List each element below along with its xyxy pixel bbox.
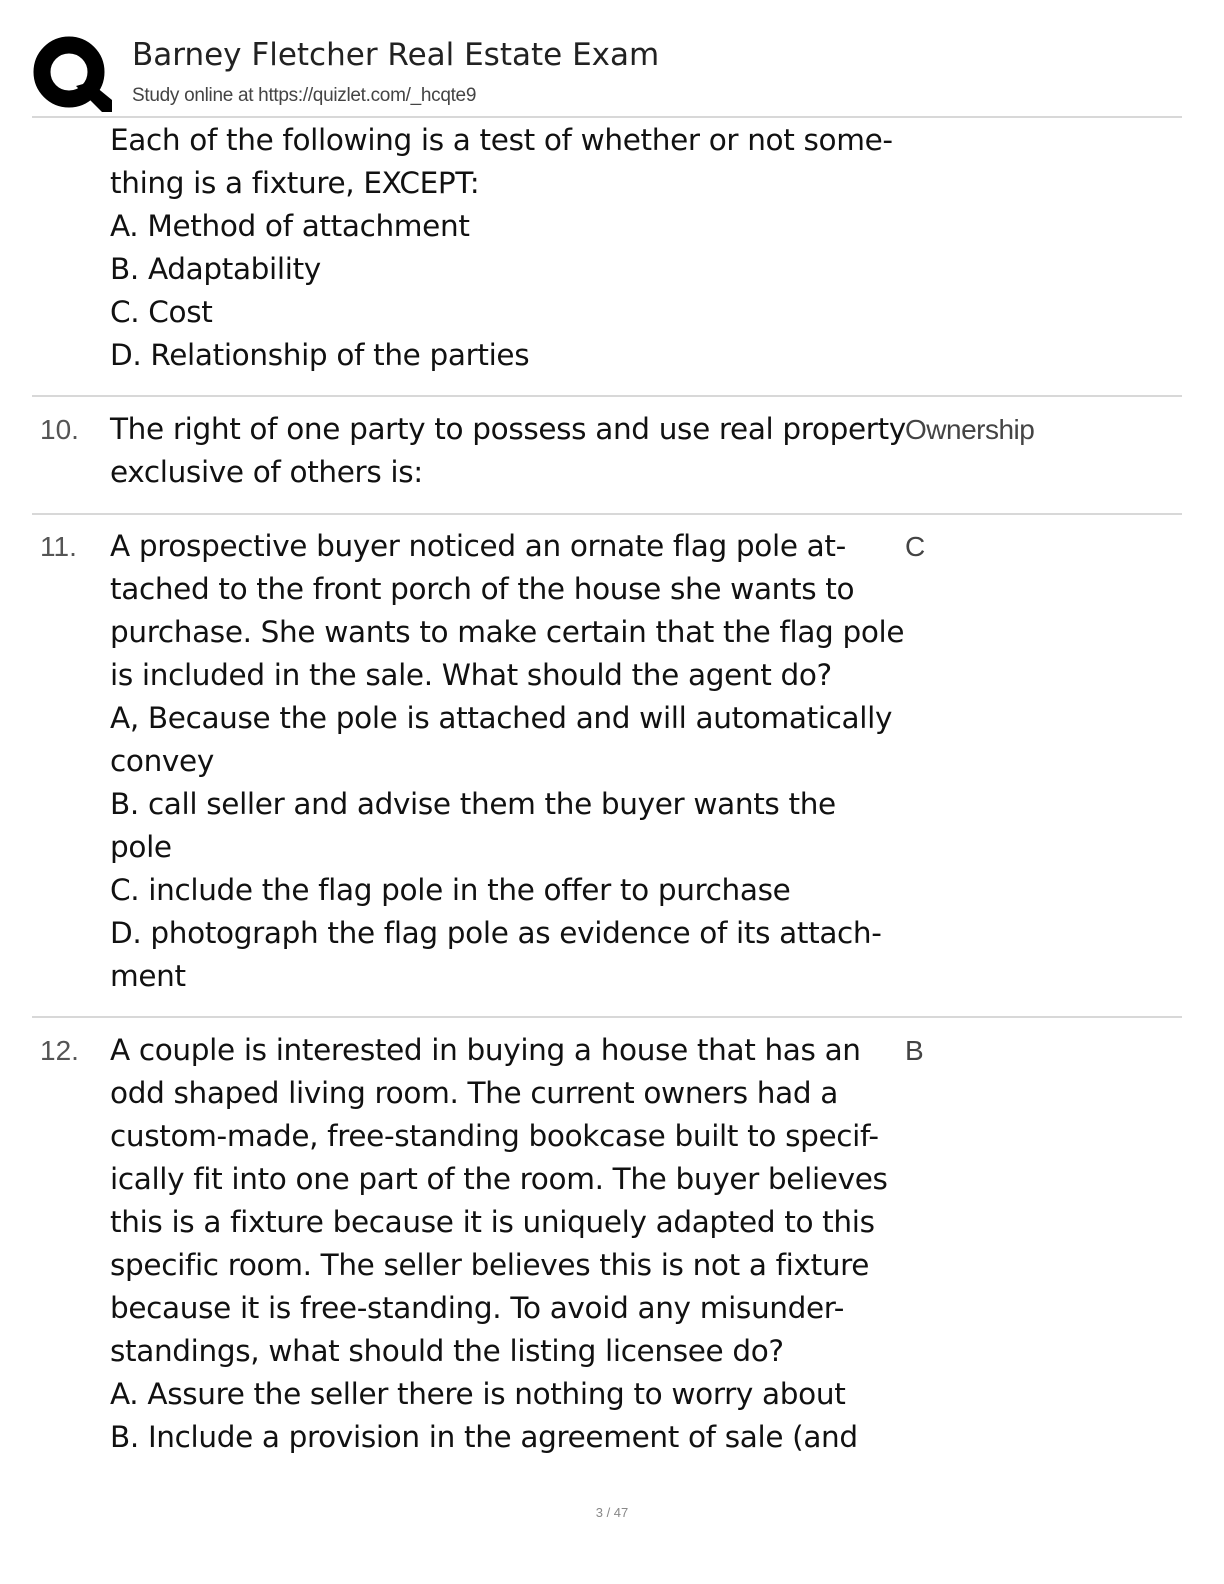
question-number: 12. <box>40 1035 79 1066</box>
answer-text: Ownership <box>905 414 1035 445</box>
option-line: convey <box>110 744 214 778</box>
question-line: standings, what should the listing licensee do? <box>110 1334 784 1368</box>
question-line: Each of the following is a test of whether or not some- <box>110 123 893 157</box>
page-header <box>32 32 1182 118</box>
question-text <box>110 1029 910 1459</box>
option-line: pole <box>110 830 172 864</box>
answer-text: C <box>905 531 925 562</box>
question-line: specific room. The seller believes this is not a fixture <box>110 1248 870 1282</box>
question-line: The right of one party to possess and use real property <box>110 412 906 446</box>
question-text <box>110 525 910 998</box>
question-number: 10. <box>40 414 79 445</box>
question-text <box>110 408 910 494</box>
option-line: B. Include a provision in the agreement of sale (and <box>110 1420 858 1454</box>
option-line: ment <box>110 959 186 993</box>
option-line: D. photograph the flag pole as evidence of its attach- <box>110 916 882 950</box>
question-line: odd shaped living room. The current owners had a <box>110 1076 839 1110</box>
option-line: A. Method of attachment <box>110 209 470 243</box>
divider <box>32 395 1182 397</box>
question-text <box>110 119 910 377</box>
question-number: 11. <box>40 531 77 562</box>
question-line: A couple is interested in buying a house that has an <box>110 1033 861 1067</box>
document-title: Barney Fletcher Real Estate Exam <box>132 37 660 73</box>
option-line: A. Assure the seller there is nothing to worry about <box>110 1377 846 1411</box>
divider <box>32 1016 1182 1018</box>
divider <box>32 513 1182 515</box>
option-line: C. include the flag pole in the offer to purchase <box>110 873 791 907</box>
study-online-link[interactable]: Study online at https://quizlet.com/_hcqte9 <box>132 85 477 106</box>
question-line: thing is a fixture, EXCEPT: <box>110 166 480 200</box>
question-line: ically fit into one part of the room. The buyer believes <box>110 1162 888 1196</box>
question-line: exclusive of others is: <box>110 455 423 489</box>
question-line: tached to the front porch of the house she wants to <box>110 572 855 606</box>
question-line: purchase. She wants to make certain that the flag pole <box>110 615 905 649</box>
option-line: B. call seller and advise them the buyer wants the <box>110 787 836 821</box>
question-line: this is a fixture because it is uniquely adapted to this <box>110 1205 875 1239</box>
answer-text: B <box>905 1035 924 1066</box>
option-line: C. Cost <box>110 295 213 329</box>
option-line: B. Adaptability <box>110 252 321 286</box>
question-line: custom-made, free-standing bookcase built to specif- <box>110 1119 879 1153</box>
quizlet-q-logo-icon <box>32 34 112 114</box>
divider <box>32 116 1182 118</box>
page-indicator: 3 / 47 <box>595 1505 629 1520</box>
question-line: because it is free-standing. To avoid any misunder- <box>110 1291 844 1325</box>
question-line: A prospective buyer noticed an ornate flag pole at- <box>110 529 846 563</box>
question-line: is included in the sale. What should the agent do? <box>110 658 832 692</box>
option-line: D. Relationship of the parties <box>110 338 530 372</box>
option-line: A, Because the pole is attached and will automatically <box>110 701 893 735</box>
